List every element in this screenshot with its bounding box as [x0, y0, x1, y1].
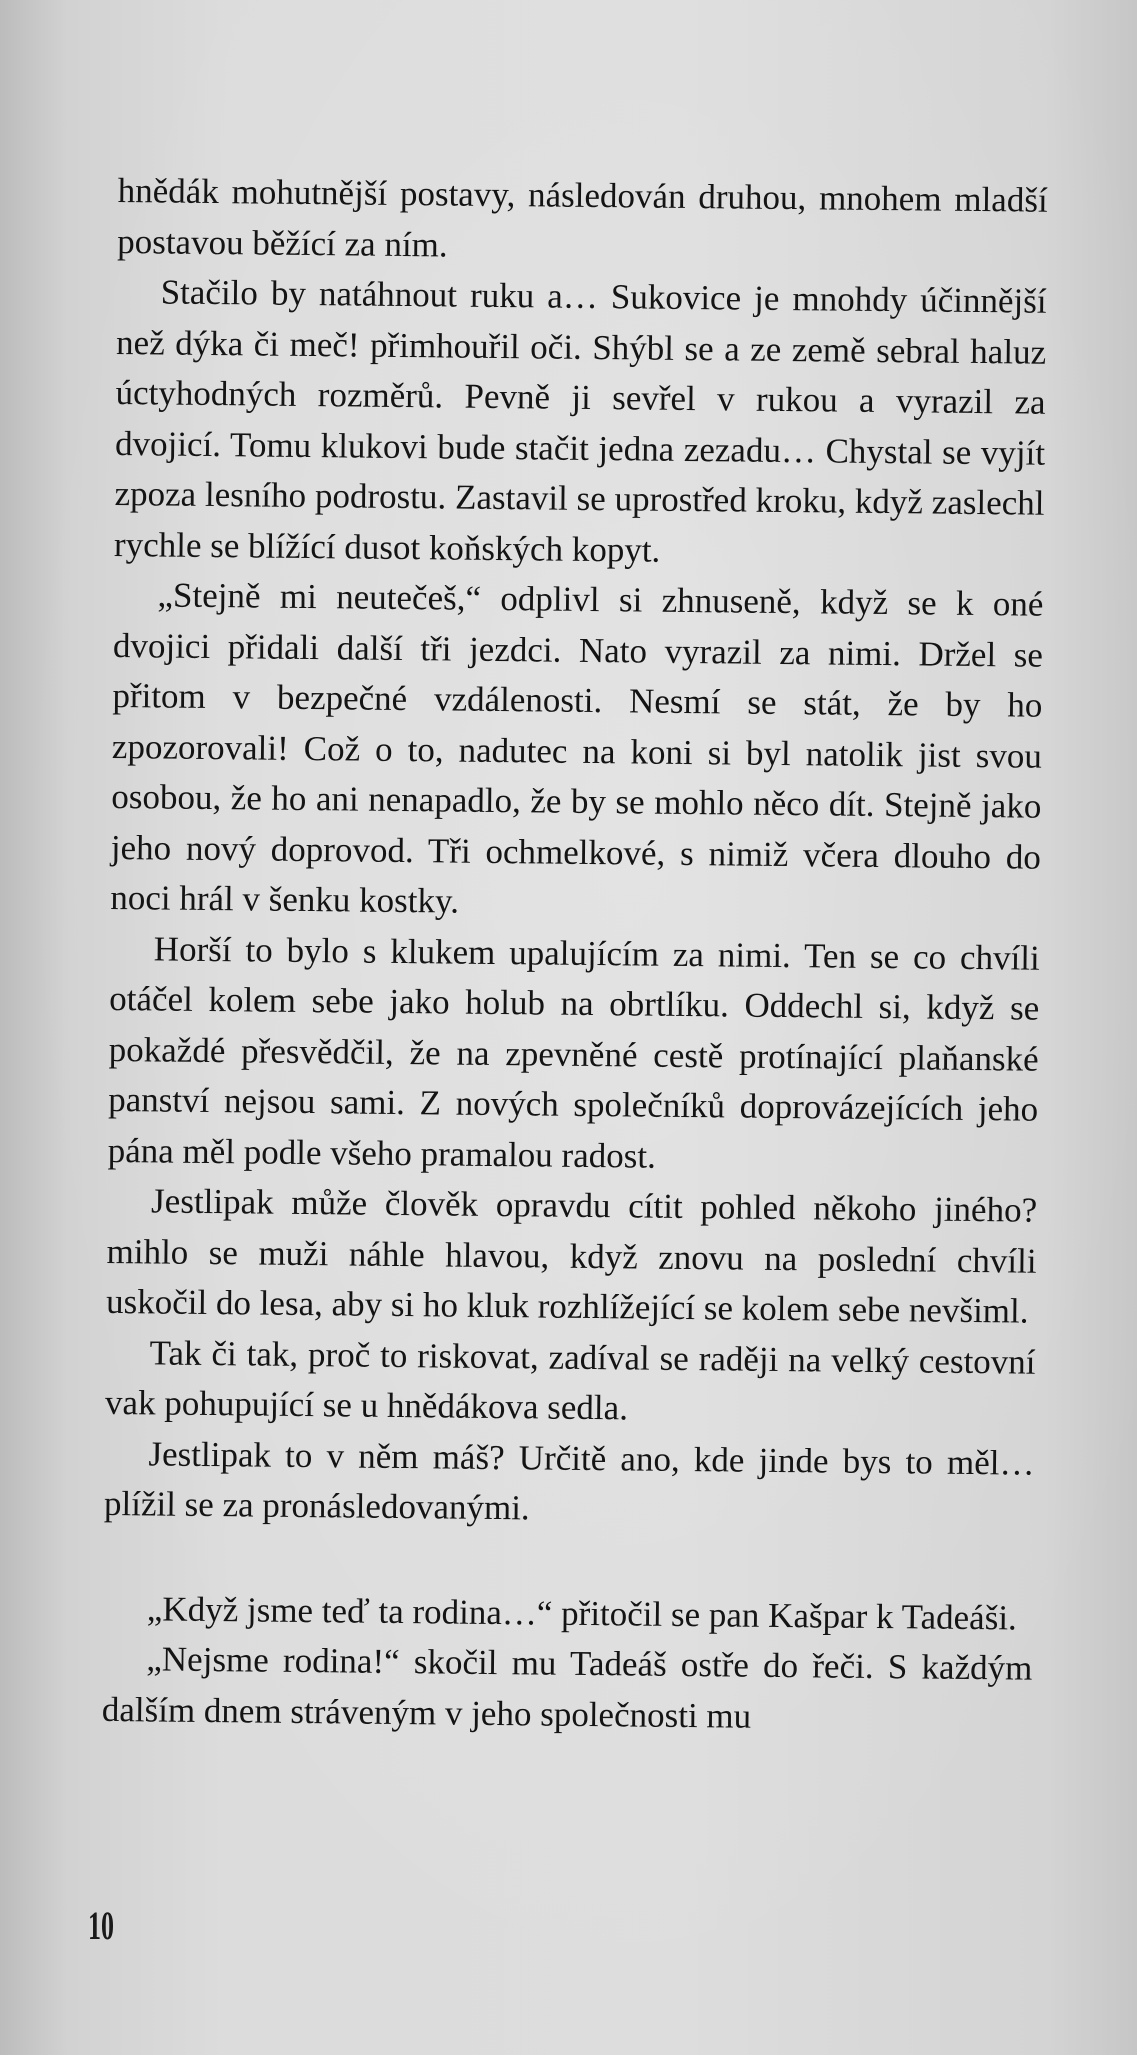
paragraph: Stačilo by natáhnout ruku a… Sukovice je mnohdy účinnější než dýka či meč! přimhouřil oči. Shýbl se a ze země sebral haluz úctyhodných rozměrů. Pevně ji sevřel v rukou a vyrazil za dvojicí. Tomu klukovi bude stačit jedna zezadu… Chystal se vyjít zpoza lesního podrostu. Zastavil se uprostřed kroku, když zaslechl rychle se blížící dusot koňských kopyt.: [113, 272, 1047, 570]
scene-break: [103, 1529, 1034, 1593]
paragraph: Jestlipak může člověk opravdu cítit pohled někoho jiného? mihlo se muži náhle hlavou, když znovu na poslední chvíli uskočil do lesa, aby si ho kluk rozhlížející se kolem sebe nevšiml.: [105, 1181, 1038, 1331]
body-text: [102, 166, 1048, 1745]
paragraph: „Stejně mi neutečeš,“ odplivl si zhnuseně, když se k oné dvojici přidali další tři jezdci. Nato vyrazil za nimi. Držel se přitom v bezpečné vzdálenosti. Nesmí se stát, že by ho zpozorovali! Což o to, nadutec na koni si byl natolik jist svou osobou, že ho ani nenapadlo, že by se mohlo něco dít. Stejně jako jeho nový doprovod. Tři ochmelkové, s nimiž včera dlouho do noci hrál v šenku kostky.: [110, 575, 1044, 921]
paragraph: „Když jsme teď ta rodina…“ přitočil se pan Kašpar k Tadeáši.: [146, 1588, 1018, 1637]
paragraph: „Nejsme rodina!“ skočil mu Tadeáš ostře do řeči. S každým dalším dnem stráveným v jeho společnosti mu: [101, 1639, 1033, 1736]
paragraph: Tak či tak, proč to riskovat, zadíval se raději na velký cestovní vak pohupující se u hnědákova sedla.: [104, 1332, 1036, 1428]
paragraph: Jestlipak to v něm máš? Určitě ano, kde jinde bys to měl… plížil se za pronásledovanými.: [103, 1433, 1035, 1528]
page-number: 10: [88, 1903, 114, 1948]
paragraph: Horší to bylo s klukem upalujícím za nimi. Ten se co chvíli otáčel kolem sebe jako holub na obrtlíku. Oddechl si, když se pokaždé přesvědčil, že na zpevněné cestě protínající plaňanské panství nejsou sami. Z nových společníků doprovázejících jeho pána měl podle všeho pramalou radost.: [107, 928, 1040, 1176]
paragraph: hnědák mohutnější postavy, následován druhou, mnohem mladší postavou běžící za ním.: [117, 170, 1048, 264]
